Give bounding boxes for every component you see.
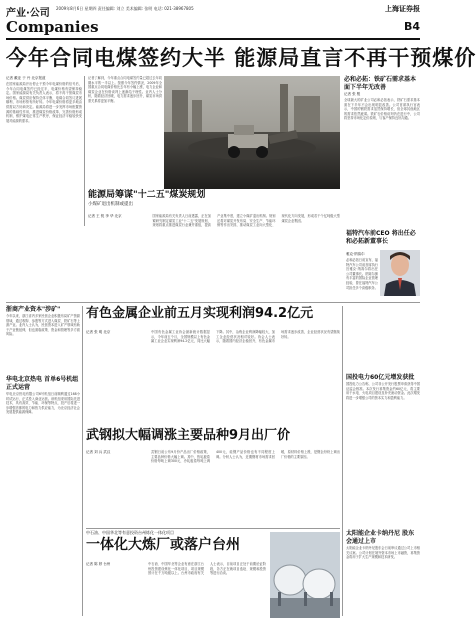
feature-title[interactable]: 能源局筹谋"十二五"煤炭规划: [88, 190, 206, 200]
refinery-story-columns: [86, 562, 266, 618]
right-sidebar: [344, 76, 420, 226]
industrial-plant-photo: [164, 76, 340, 189]
center-story-title[interactable]: 有色金属企业前五月实现利润94.2亿元: [86, 306, 314, 321]
right-story-2: [346, 374, 420, 524]
page-number: B4: [403, 20, 420, 33]
article-title[interactable]: 浙商产业资本"涉矿": [6, 306, 61, 313]
page-headline[interactable]: 今年合同电煤签约大半 能源局直言不再干预煤价: [6, 46, 476, 70]
byline: 记者 刘 兵 武汉: [86, 450, 111, 454]
column-divider: [84, 76, 85, 226]
article-body: 华电北京热电有限公司6号机组日前顺利通过168小时试运行，正式投入商业运营。该机组采用国际先进技术，具有高效、节能、环保等特点，投产后将进一步增强首都的电力和热力供应能力，为北京经济社会发展提供能源保障。: [6, 392, 80, 415]
person-caption-block: [346, 252, 378, 312]
column-divider: [82, 306, 83, 616]
column-divider: [342, 306, 343, 616]
byline: 记者 王 锐 李 华 北京: [88, 214, 122, 218]
article-body: 中国有色金属工业协会最新统计数据显示，今年前五个月，全国规模以上有色金属工业企业实现利润94.2亿元，同比大幅下降。其中，冶炼企业利润降幅较大，加工企业经营状况相对较好。协会人士表示，随着国内经济企稳回升，有色金属市场需求逐步改善，企业经营状况有望继续好转。: [151, 330, 340, 344]
page-header: [6, 4, 420, 40]
article-body: 国投电力公告称，公司非公开发行股票申请获得中国证监会核准。本次发行募集资金约60亿元，将主要用于水电、火电项目建设及补充流动资金。此次增发将进一步增强公司的资本实力和盈利能力。: [346, 382, 420, 400]
article-title[interactable]: 国投电力60亿元增发获批: [346, 374, 415, 381]
refinery-photo: [270, 532, 340, 618]
top-mid-column: [88, 76, 162, 186]
issue-line: 2009年8月6日 星期四 责任编辑: 刘立 美术编辑: 张明 电话: 021-38967805: [56, 6, 194, 11]
sidebar-title[interactable]: 必和必拓：铁矿石需求基本面下半年无改善: [344, 76, 417, 91]
article-body: 在国家能源局开出停止干预今年电煤价格的信号后，今年合同电煤签约已经过半，电煤价格有望保持稳定。国家能源局有关负责人表示，将不再干预煤炭市场价格。煤炭供应保持总体平衡，电煤合同签订进展顺利，市场形势有所好转。今年电煤价格将更多地由供需双方协商决定。能源局将进一步发挥市场配置资源的基础性作用，推进煤炭价格改革，完善价格形成机制，维护煤电正常生产秩序，保证经济平稳较快发展对能源的需求。: [6, 82, 82, 123]
refinery-headline-block: [86, 530, 266, 560]
left-column-3: [6, 376, 80, 616]
person-caption: 雅克·纳赛尔: [346, 252, 365, 256]
article-body: 记者了解到，今年重点合同电煤签约量已超过去年同期水平的一半以上。按照今年签约情况，2009年全国重点合同电煤价格比去年有小幅上涨，电力企业和煤炭企业在价格谈判上逐渐趋于理性。业内人士分析，随着经济回暖，电力需求逐步回升，煤炭市场供需关系将更加平衡。: [88, 76, 162, 103]
section-title-cn: 产业·公司: [6, 8, 50, 19]
person-portrait: [380, 250, 420, 296]
refinery-story-title[interactable]: 一体化大炼厂或落户台州: [86, 537, 240, 553]
article-body: 中石油、中国华北等企业有意在浙江台州投资建设炼化一体化项目，项目规模预计在千万吨级以上。台州市政府有关人士表示，目前项目正处于前期论证阶段，各方正在就项目选址、规模和投资等进行洽谈。: [148, 562, 266, 576]
byline: 记者 陈 婷 台州: [86, 562, 111, 566]
executive-portrait-photo: [380, 250, 420, 296]
feature-headline-block: [88, 190, 340, 212]
top-left-column: [6, 76, 82, 226]
byline: 记者 张 骏: [344, 92, 361, 96]
refinery-tanks-photo: [270, 532, 340, 618]
person-headline: [346, 230, 420, 250]
steel-story-columns: [86, 450, 340, 526]
newspaper-name: 上海证券报: [385, 5, 420, 13]
center-story-columns: [86, 330, 340, 428]
refinery-kicker: 中石油、中国华北等有意投资台州炼化一体化项目: [86, 530, 174, 535]
person-title[interactable]: 福特汽车前CEO 将出任必和必拓新董事长: [346, 230, 416, 245]
right-story-3: [346, 530, 420, 618]
section-divider: [86, 528, 340, 529]
feature-columns: [88, 214, 340, 300]
steel-headline-block: [86, 428, 340, 448]
section-title-en: Companies: [6, 18, 99, 36]
steel-story-title[interactable]: 武钢拟大幅调涨主要品种9月出厂价: [86, 428, 291, 443]
center-headline-block: [86, 306, 340, 326]
article-body: 国家能源局有关负责人日前透露，正在加紧研究制定煤炭工业"十二五"发展规划，规划将重点推进煤炭行业兼并重组，提高产业集中度，建立小煤矿退出机制。规划还将对煤炭开发布局、安全生产、节能环保等作出安排，推动煤炭工业向大型化、现代化方向发展，形成若干个亿吨级大型煤炭企业集团。: [152, 214, 340, 228]
article-title[interactable]: 华电北京热电 首单6号机组正式运营: [6, 376, 79, 391]
article-body: 武钢日前公布9月份产品出厂价格政策，主要品种价格大幅上调。其中，热轧板卷价格每吨上调300元，冷轧板卷每吨上调400元，硅钢产品价格也有不同程度上调。分析人士认为，近期钢材市场需求回暖，原材料价格上涨，是钢企纷纷上调出厂价格的主要原因。: [151, 450, 340, 464]
article-body: 太阳能企业卡纳丹尼股东会日前审议通过公司上市相关议案。公司计划在境外资本市场上市融资，募集资金将用于扩大生产规模和技术研发。: [346, 546, 420, 560]
left-column-2: [6, 306, 80, 372]
byline: 记者 戴亚 于 丹 北京报道: [6, 76, 46, 80]
feature-subtitle: 小煤矿退出机制或提出: [88, 202, 133, 207]
article-body: 全球最大的矿业公司必和必拓表示，铁矿石需求基本面在下半年不会出现明显改善。公司首席执行官表示，中国的钢铁需求虽然保持增长，但全球其他地区的需求依然疲弱。铁矿石价格谈判仍在进行中，公司将坚持市场化定价原则，与客户保持良好沟通。: [344, 98, 420, 121]
factory-photo: [164, 76, 340, 189]
byline: 记者 张 明 北京: [86, 330, 111, 334]
article-body: 必和必拓日前宣布，福特汽车公司前首席执行官雅克·纳赛尔将出任公司董事长。纳赛尔拥有丰富的国际企业管理经验，曾在福特汽车公司担任多个高级职务。: [346, 258, 378, 290]
article-title[interactable]: 太阳能企业卡纳丹尼 股东会通过上市: [346, 530, 415, 545]
article-body: 今年以来，浙江省内多家民营企业积极布局矿产资源领域，通过收购、参股等方式进入煤炭、铁矿石等上游产业。业内人士认为，民营资本进入矿产领域有助于产业链延伸，但也面临政策、资金和管理等多方面风险。: [6, 314, 80, 337]
